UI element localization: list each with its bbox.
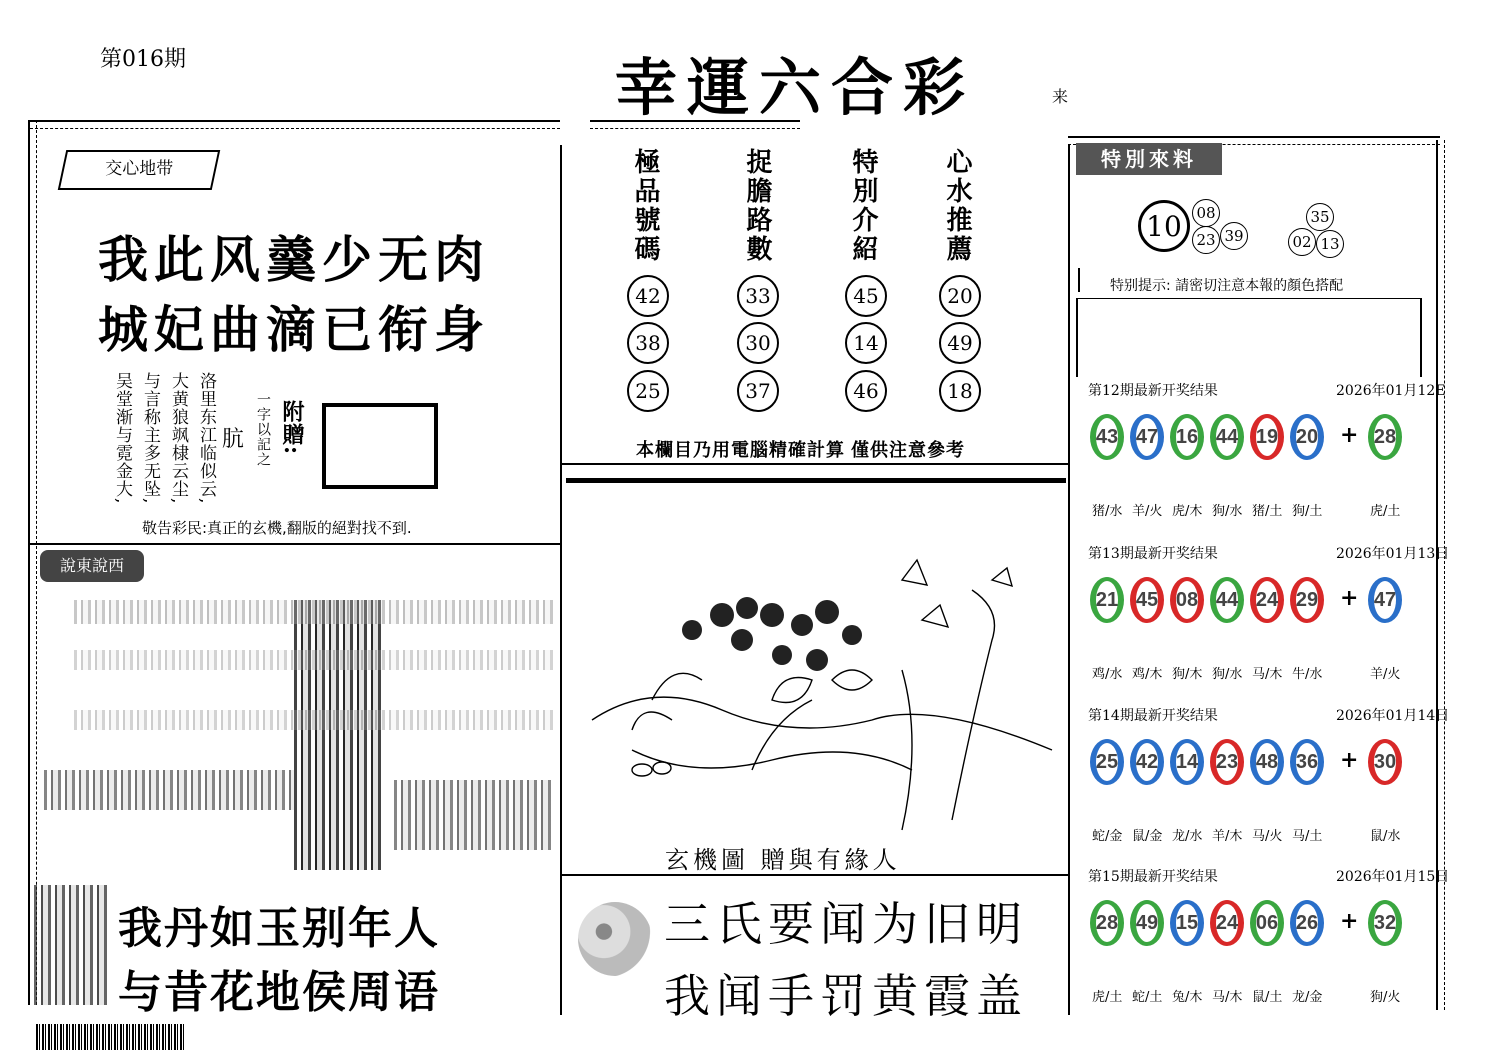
ball-number: 25 (1096, 743, 1118, 781)
ball-number: 42 (1136, 743, 1158, 781)
verse-col-2: 大黄狼飒棣云尘, (168, 372, 188, 505)
col-head-1: 極品號碼 (630, 148, 660, 264)
ball-zodiac: 虎/土 (1370, 504, 1401, 519)
ball-number: 26 (1296, 904, 1318, 942)
ball-zodiac: 龙/金 (1292, 990, 1323, 1005)
ball-number: 47 (1136, 418, 1158, 456)
center-number: 30 (737, 322, 779, 364)
special-divider (1078, 268, 1080, 292)
yin-yang-icon (578, 902, 652, 976)
ball-zodiac: 虎/木 (1172, 504, 1203, 519)
center-number: 20 (939, 275, 981, 317)
special-header: 特別來料 (1076, 143, 1222, 175)
special-num-3: 39 (1220, 222, 1248, 250)
gift-label: 附贈: (279, 400, 305, 456)
ball-zodiac: 牛/水 (1292, 667, 1323, 682)
col-head-3: 特別介紹 (848, 148, 878, 264)
ball-number: 47 (1374, 581, 1396, 619)
results-frame (1076, 298, 1422, 377)
scan-left-strip (34, 885, 110, 1005)
scan-band-4 (74, 600, 554, 624)
ball-number: 28 (1096, 904, 1118, 942)
lottery-ball (1090, 900, 1124, 946)
lottery-ball (1170, 900, 1204, 946)
verse-col-4: 吴堂渐与霓金大, (112, 372, 132, 505)
ball-zodiac: 马/木 (1212, 990, 1243, 1005)
ball-zodiac: 龙/水 (1172, 829, 1203, 844)
riddle-text: 一字以記之 (255, 392, 271, 467)
ball-zodiac: 狗/土 (1292, 504, 1323, 519)
result-date: 2026年01月15日 (1336, 869, 1450, 885)
ball-zodiac: 狗/木 (1172, 667, 1203, 682)
result-date: 2026年01月13日 (1336, 546, 1450, 562)
lottery-ball (1210, 739, 1244, 785)
ball-zodiac: 蛇/土 (1132, 990, 1163, 1005)
center-note: 本欄目乃用電腦精確計算 僅供注意參考 (636, 440, 965, 460)
special-main-number: 10 (1138, 200, 1190, 252)
col-head-4: 心水推薦 (942, 148, 972, 264)
center-number: 42 (627, 275, 669, 317)
center-number: 14 (845, 322, 887, 364)
lottery-ball (1250, 739, 1284, 785)
divider-center-right (1068, 145, 1070, 1015)
ball-number: 49 (1136, 904, 1158, 942)
center-poem-line-2: 我闻手罚黄霞盖 (664, 969, 1028, 1023)
lottery-ball (1290, 414, 1324, 460)
ball-zodiac: 马/土 (1292, 829, 1323, 844)
col-head-2: 捉膽路數 (742, 148, 772, 264)
lottery-ball (1290, 739, 1324, 785)
center-number: 37 (737, 370, 779, 412)
title-underline (590, 120, 800, 129)
ball-zodiac: 虎/土 (1092, 990, 1123, 1005)
divider-center-thick (566, 478, 1066, 483)
special-num-2: 23 (1192, 226, 1220, 254)
ball-number: 28 (1374, 418, 1396, 456)
special-num-4: 35 (1306, 203, 1334, 231)
plus-sign: + (1340, 747, 1359, 773)
center-number: 38 (627, 322, 669, 364)
special-num-1: 08 (1192, 199, 1220, 227)
plus-sign: + (1340, 422, 1359, 448)
ball-zodiac: 猪/土 (1252, 504, 1283, 519)
plus-sign: + (1340, 908, 1359, 934)
lottery-ball (1250, 414, 1284, 460)
center-number: 45 (845, 275, 887, 317)
scan-band-2 (44, 770, 294, 810)
lottery-ball (1170, 739, 1204, 785)
riddle-answer: 肮 (222, 427, 245, 452)
warning-text: 敬告彩民:真正的玄機,翻版的絕對找不到. (142, 519, 412, 537)
lottery-ball (1210, 577, 1244, 623)
lottery-ball (1250, 577, 1284, 623)
lottery-ball (1090, 414, 1124, 460)
center-poem-line-1: 三氏要闻为旧明 (664, 897, 1028, 951)
lottery-ball (1368, 577, 1402, 623)
ball-zodiac: 鸡/木 (1132, 667, 1163, 682)
left-poem-line-2: 城妃曲滴已衔身 (98, 300, 490, 359)
left-bottom-poem-line-2: 与昔花地侯周语 (118, 967, 440, 1018)
lottery-ball (1130, 739, 1164, 785)
lottery-ball (1170, 577, 1204, 623)
ball-number: 45 (1136, 581, 1158, 619)
lottery-ball (1090, 739, 1124, 785)
lottery-ball (1170, 414, 1204, 460)
lottery-ball (1130, 900, 1164, 946)
ball-number: 43 (1096, 418, 1118, 456)
result-date: 2026年01月14日 (1336, 708, 1450, 724)
left-bottom-tag: 說東說西 (40, 550, 144, 582)
ball-zodiac: 鼠/土 (1252, 990, 1283, 1005)
ball-number: 21 (1096, 581, 1118, 619)
center-number: 18 (939, 370, 981, 412)
ball-zodiac: 猪/水 (1092, 504, 1123, 519)
result-date: 2026年01月12E (1336, 383, 1446, 399)
ball-zodiac: 狗/水 (1212, 504, 1243, 519)
ball-zodiac: 蛇/金 (1092, 829, 1123, 844)
left-bottom-poem-line-1: 我丹如玉别年人 (118, 903, 440, 954)
lottery-ball (1210, 900, 1244, 946)
title-suffix: 来 (1052, 87, 1069, 106)
left-poem-line-1: 我此风羹少无肉 (98, 230, 490, 289)
lottery-ball (1368, 900, 1402, 946)
divider-center-left (560, 145, 562, 1015)
lottery-ball (1090, 577, 1124, 623)
ball-zodiac: 马/火 (1252, 829, 1283, 844)
ball-number: 15 (1176, 904, 1198, 942)
ball-number: 30 (1374, 743, 1396, 781)
scan-band-5 (74, 650, 554, 670)
ball-number: 16 (1176, 418, 1198, 456)
ball-number: 23 (1216, 743, 1238, 781)
center-number: 25 (627, 370, 669, 412)
ball-zodiac: 羊/火 (1132, 504, 1163, 519)
issue-number: 第016期 (100, 47, 186, 72)
ball-number: 14 (1176, 743, 1198, 781)
ball-zodiac: 羊/火 (1370, 667, 1401, 682)
center-number: 33 (737, 275, 779, 317)
ball-zodiac: 鼠/金 (1132, 829, 1163, 844)
ball-zodiac: 狗/水 (1212, 667, 1243, 682)
ball-zodiac: 羊/木 (1212, 829, 1243, 844)
lottery-ball (1210, 414, 1244, 460)
ball-zodiac: 鼠/水 (1370, 829, 1401, 844)
ball-zodiac: 兔/木 (1172, 990, 1203, 1005)
top-border-left (30, 120, 560, 129)
ball-number: 44 (1216, 581, 1238, 619)
special-num-5: 02 (1288, 228, 1316, 256)
plus-sign: + (1340, 585, 1359, 611)
scan-noise-block (34, 590, 556, 880)
ball-zodiac: 鸡/水 (1092, 667, 1123, 682)
center-number: 46 (845, 370, 887, 412)
ball-number: 29 (1296, 581, 1318, 619)
gift-box (322, 403, 438, 489)
flower-drawing (572, 520, 1062, 850)
ball-number: 20 (1296, 418, 1318, 456)
lottery-ball (1130, 414, 1164, 460)
barcode (36, 1024, 186, 1050)
ball-number: 06 (1256, 904, 1278, 942)
result-title: 第12期最新开奖结果 (1088, 383, 1218, 399)
lottery-ball (1250, 900, 1284, 946)
lottery-ball (1368, 739, 1402, 785)
ball-number: 08 (1176, 581, 1198, 619)
lottery-ball (1290, 577, 1324, 623)
ball-number: 44 (1216, 418, 1238, 456)
special-tip: 特别提示: 請密切注意本報的顏色搭配 (1110, 278, 1344, 294)
center-number: 49 (939, 322, 981, 364)
result-title: 第13期最新开奖结果 (1088, 546, 1218, 562)
ball-zodiac: 狗/火 (1370, 990, 1401, 1005)
scan-band-6 (74, 710, 554, 730)
ball-number: 48 (1256, 743, 1278, 781)
special-num-6: 13 (1316, 230, 1344, 258)
result-title: 第15期最新开奖结果 (1088, 869, 1218, 885)
verse-col-1: 洛里东江临似云, (196, 372, 216, 505)
left-top-tag: 交心地带 (58, 150, 221, 190)
scan-band-1 (294, 600, 384, 870)
lottery-ball (1290, 900, 1324, 946)
verse-col-3: 与言称主多无坠, (140, 372, 160, 505)
ball-number: 24 (1216, 904, 1238, 942)
xuanji-image (572, 520, 1062, 850)
lottery-ball (1130, 577, 1164, 623)
divider-center-top (562, 463, 1068, 465)
divider-left-mid (30, 543, 560, 545)
ball-number: 36 (1296, 743, 1318, 781)
ball-zodiac: 马/木 (1252, 667, 1283, 682)
page-title: 幸運六合彩 (615, 51, 976, 124)
ball-number: 24 (1256, 581, 1278, 619)
ball-number: 19 (1256, 418, 1278, 456)
lottery-ball (1368, 414, 1402, 460)
result-title: 第14期最新开奖结果 (1088, 708, 1218, 724)
image-caption: 玄機圖 贈與有緣人 (665, 846, 901, 874)
ball-number: 32 (1374, 904, 1396, 942)
scan-band-3 (394, 780, 554, 850)
